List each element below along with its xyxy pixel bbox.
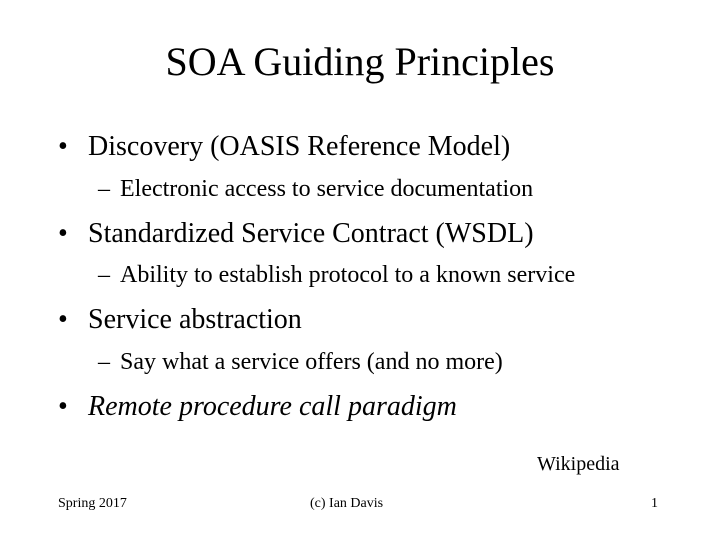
bullet-service-abstraction xyxy=(58,303,302,337)
sub-bullet-discovery xyxy=(98,174,533,204)
dash-icon: – xyxy=(98,349,110,375)
bullet-icon: • xyxy=(58,391,68,422)
bullet-service-contract xyxy=(58,217,534,251)
bullet-text: Service abstraction xyxy=(88,304,302,335)
dash-icon: – xyxy=(98,176,110,202)
bullet-discovery xyxy=(58,130,510,164)
source-citation: Wikipedia xyxy=(537,453,620,475)
bullet-icon: • xyxy=(58,304,68,335)
sub-bullet-text: Electronic access to service documentation xyxy=(120,176,534,202)
bullet-text: Remote procedure call paradigm xyxy=(88,391,457,422)
bullet-text: Standardized Service Contract (WSDL) xyxy=(88,218,534,249)
sub-bullet-service-abstraction xyxy=(98,347,503,377)
slide-number: 1 xyxy=(651,496,658,511)
bullet-remote-procedure-call xyxy=(58,390,457,424)
bullet-icon: • xyxy=(58,218,68,249)
dash-icon: – xyxy=(98,262,110,288)
bullet-text: Discovery (OASIS Reference Model) xyxy=(88,131,511,162)
footer-copyright: (c) Ian Davis xyxy=(310,496,384,511)
slide-title: SOA Guiding Principles xyxy=(165,39,555,84)
footer-date: Spring 2017 xyxy=(58,496,127,511)
bullet-icon: • xyxy=(58,131,68,162)
sub-bullet-text: Say what a service offers (and no more) xyxy=(120,349,503,375)
sub-bullet-service-contract xyxy=(98,260,575,290)
sub-bullet-text: Ability to establish protocol to a known service xyxy=(120,262,576,288)
